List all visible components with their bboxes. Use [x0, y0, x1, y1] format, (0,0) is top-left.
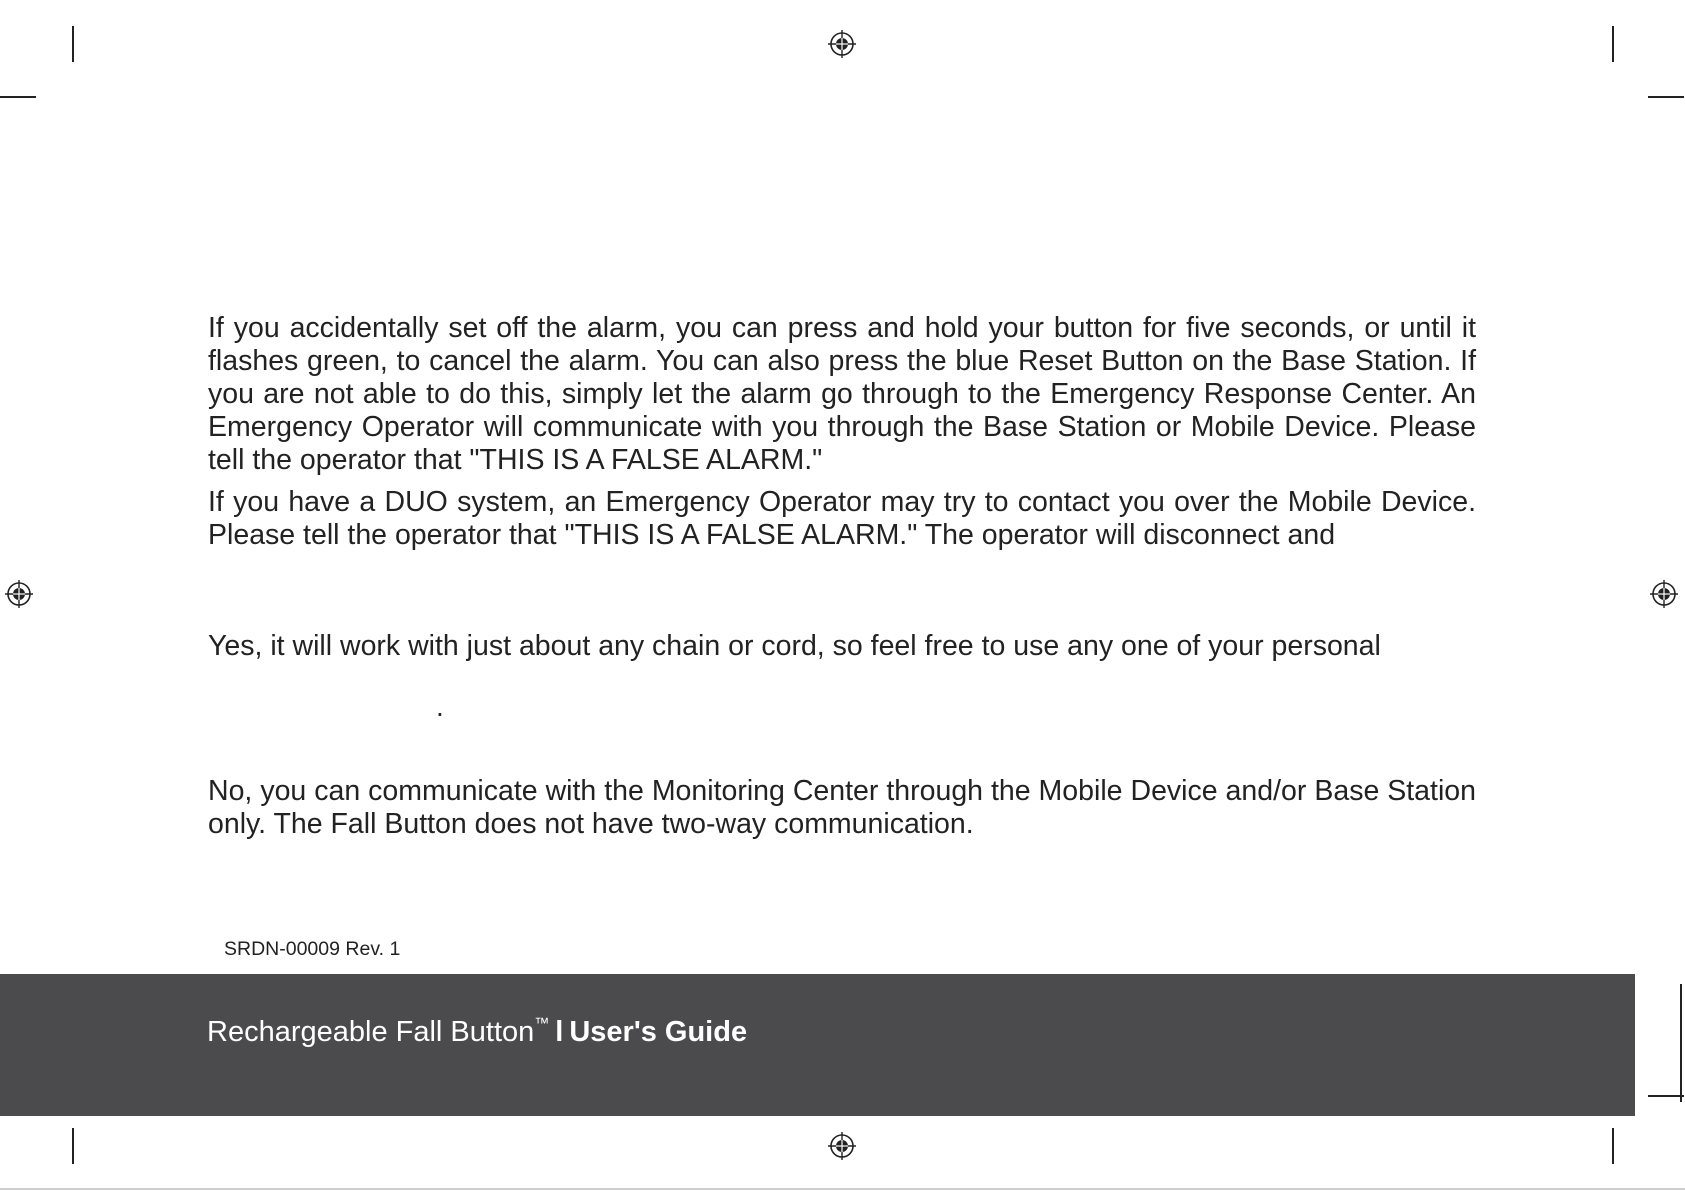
registration-mark-icon — [828, 30, 856, 58]
registration-mark-icon — [1650, 580, 1678, 608]
crop-mark-top-left — [72, 26, 74, 62]
trademark-symbol: ™ — [534, 1015, 550, 1033]
page-edge-line — [1680, 984, 1682, 1102]
crop-mark-right-top — [1648, 96, 1684, 98]
stray-dot: . — [436, 691, 444, 722]
document-number: SRDN-00009 Rev. 1 — [224, 938, 401, 960]
registration-mark-icon — [828, 1132, 856, 1160]
false-alarm-paragraph: If you accidentally set off the alarm, you can press and hold your button for five seconds, or until it flashes green, to cancel the alarm. You can also press the blue Reset Button on the Base Station. If you are not able to do this, simply let the alarm go through to the Emergency Response Center. An Emergency Operator will communicate with you through the Base Station or Mobile Device. Please tell the operator that "THIS IS A FALSE ALARM." — [208, 312, 1476, 476]
duo-system-paragraph: If you have a DUO system, an Emergency Operator may try to contact you over the Mobile Device. Please tell the operator that "THIS IS A FALSE ALARM." The operator will disconnect and — [208, 486, 1476, 551]
crop-mark-right-bottom — [1648, 1095, 1684, 1097]
crop-mark-bottom-right — [1612, 1128, 1614, 1164]
footer-separator: l — [555, 1016, 564, 1048]
bottom-rule — [0, 1188, 1685, 1190]
two-way-communication-paragraph: No, you can communicate with the Monitoring Center through the Mobile Device and/or Base Station only. The Fall Button does not have two-way communication. — [208, 775, 1476, 840]
footer-guide-label: User's Guide — [569, 1016, 748, 1048]
crop-mark-top-right — [1612, 26, 1614, 62]
chain-cord-paragraph: Yes, it will work with just about any chain or cord, so feel free to use any one of your personal — [208, 630, 1381, 662]
registration-mark-icon — [5, 580, 33, 608]
footer-title — [207, 1016, 747, 1049]
crop-mark-bottom-left — [72, 1128, 74, 1164]
crop-mark-left-top — [0, 96, 36, 98]
footer-product-name: Rechargeable Fall Button — [207, 1016, 535, 1048]
